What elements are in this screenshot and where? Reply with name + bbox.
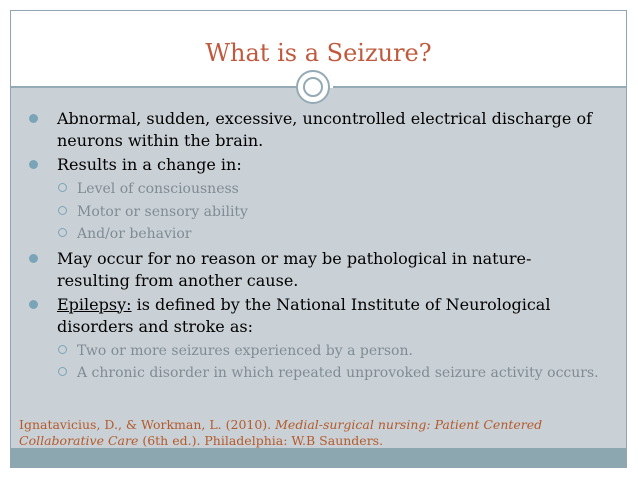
slide-content [11,88,626,449]
reference-book-title: Medial-surgical nursing: Patient Centered Collaborative Care [19,417,543,448]
sub-bullet-item [57,201,603,224]
bullet-item [23,294,603,385]
sub-bullet-item [57,362,603,385]
sub-bullet-text: Motor or sensory ability [77,203,248,220]
title-divider-right [333,86,626,88]
bullet-list [23,108,603,387]
sub-bullet-ring-icon [58,206,67,215]
sub-bullet-text: Two or more seizures experienced by a person. [77,342,413,359]
reference-edition-publisher: (6th ed.). Philadelphia: W.B Saunders. [138,433,384,448]
reference-citation [19,417,619,449]
bullet-text: May occur for no reason or may be pathological in nature- resulting from another cause. [57,248,532,290]
bullet-dot-icon [29,254,38,263]
bullet-dot-icon [29,160,38,169]
sub-bullet-text: And/or behavior [77,226,192,242]
sub-bullet-text: A chronic disorder in which repeated unprovoked seizure activity occurs. [77,365,599,381]
epilepsy-term: Epilepsy: [57,294,132,314]
title-divider-left [11,86,301,88]
sub-bullet-ring-icon [58,345,67,354]
bullet-item [23,248,603,292]
sub-bullet-item [57,223,603,246]
bullet-text: is defined by the National Institute of Neurological disorders and stroke as: [57,294,551,336]
divider-ring-icon [296,70,330,104]
sub-bullet-ring-icon [58,228,67,237]
divider-ring-inner [303,77,323,97]
bullet-dot-icon [29,300,38,309]
sub-bullet-item [57,178,603,201]
sub-bullet-list [57,178,603,246]
bullet-item [23,108,603,152]
sub-bullet-item [57,340,603,363]
reference-authors: Ignatavicius, D., & Workman, L. (2010). [19,417,276,432]
sub-bullet-text: Level of consciousness [77,181,239,197]
slide-title: What is a Seizure? [205,39,432,67]
bullet-item [23,154,603,246]
sub-bullet-ring-icon [58,367,67,376]
bullet-text: Results in a change in: [57,155,242,174]
sub-bullet-ring-icon [58,183,67,192]
sub-bullet-list [57,340,603,385]
bullet-dot-icon [29,114,38,123]
footer-bar [11,448,626,467]
bullet-text: Abnormal, sudden, excessive, uncontrolled electrical discharge of neurons within the brain. [57,109,593,150]
